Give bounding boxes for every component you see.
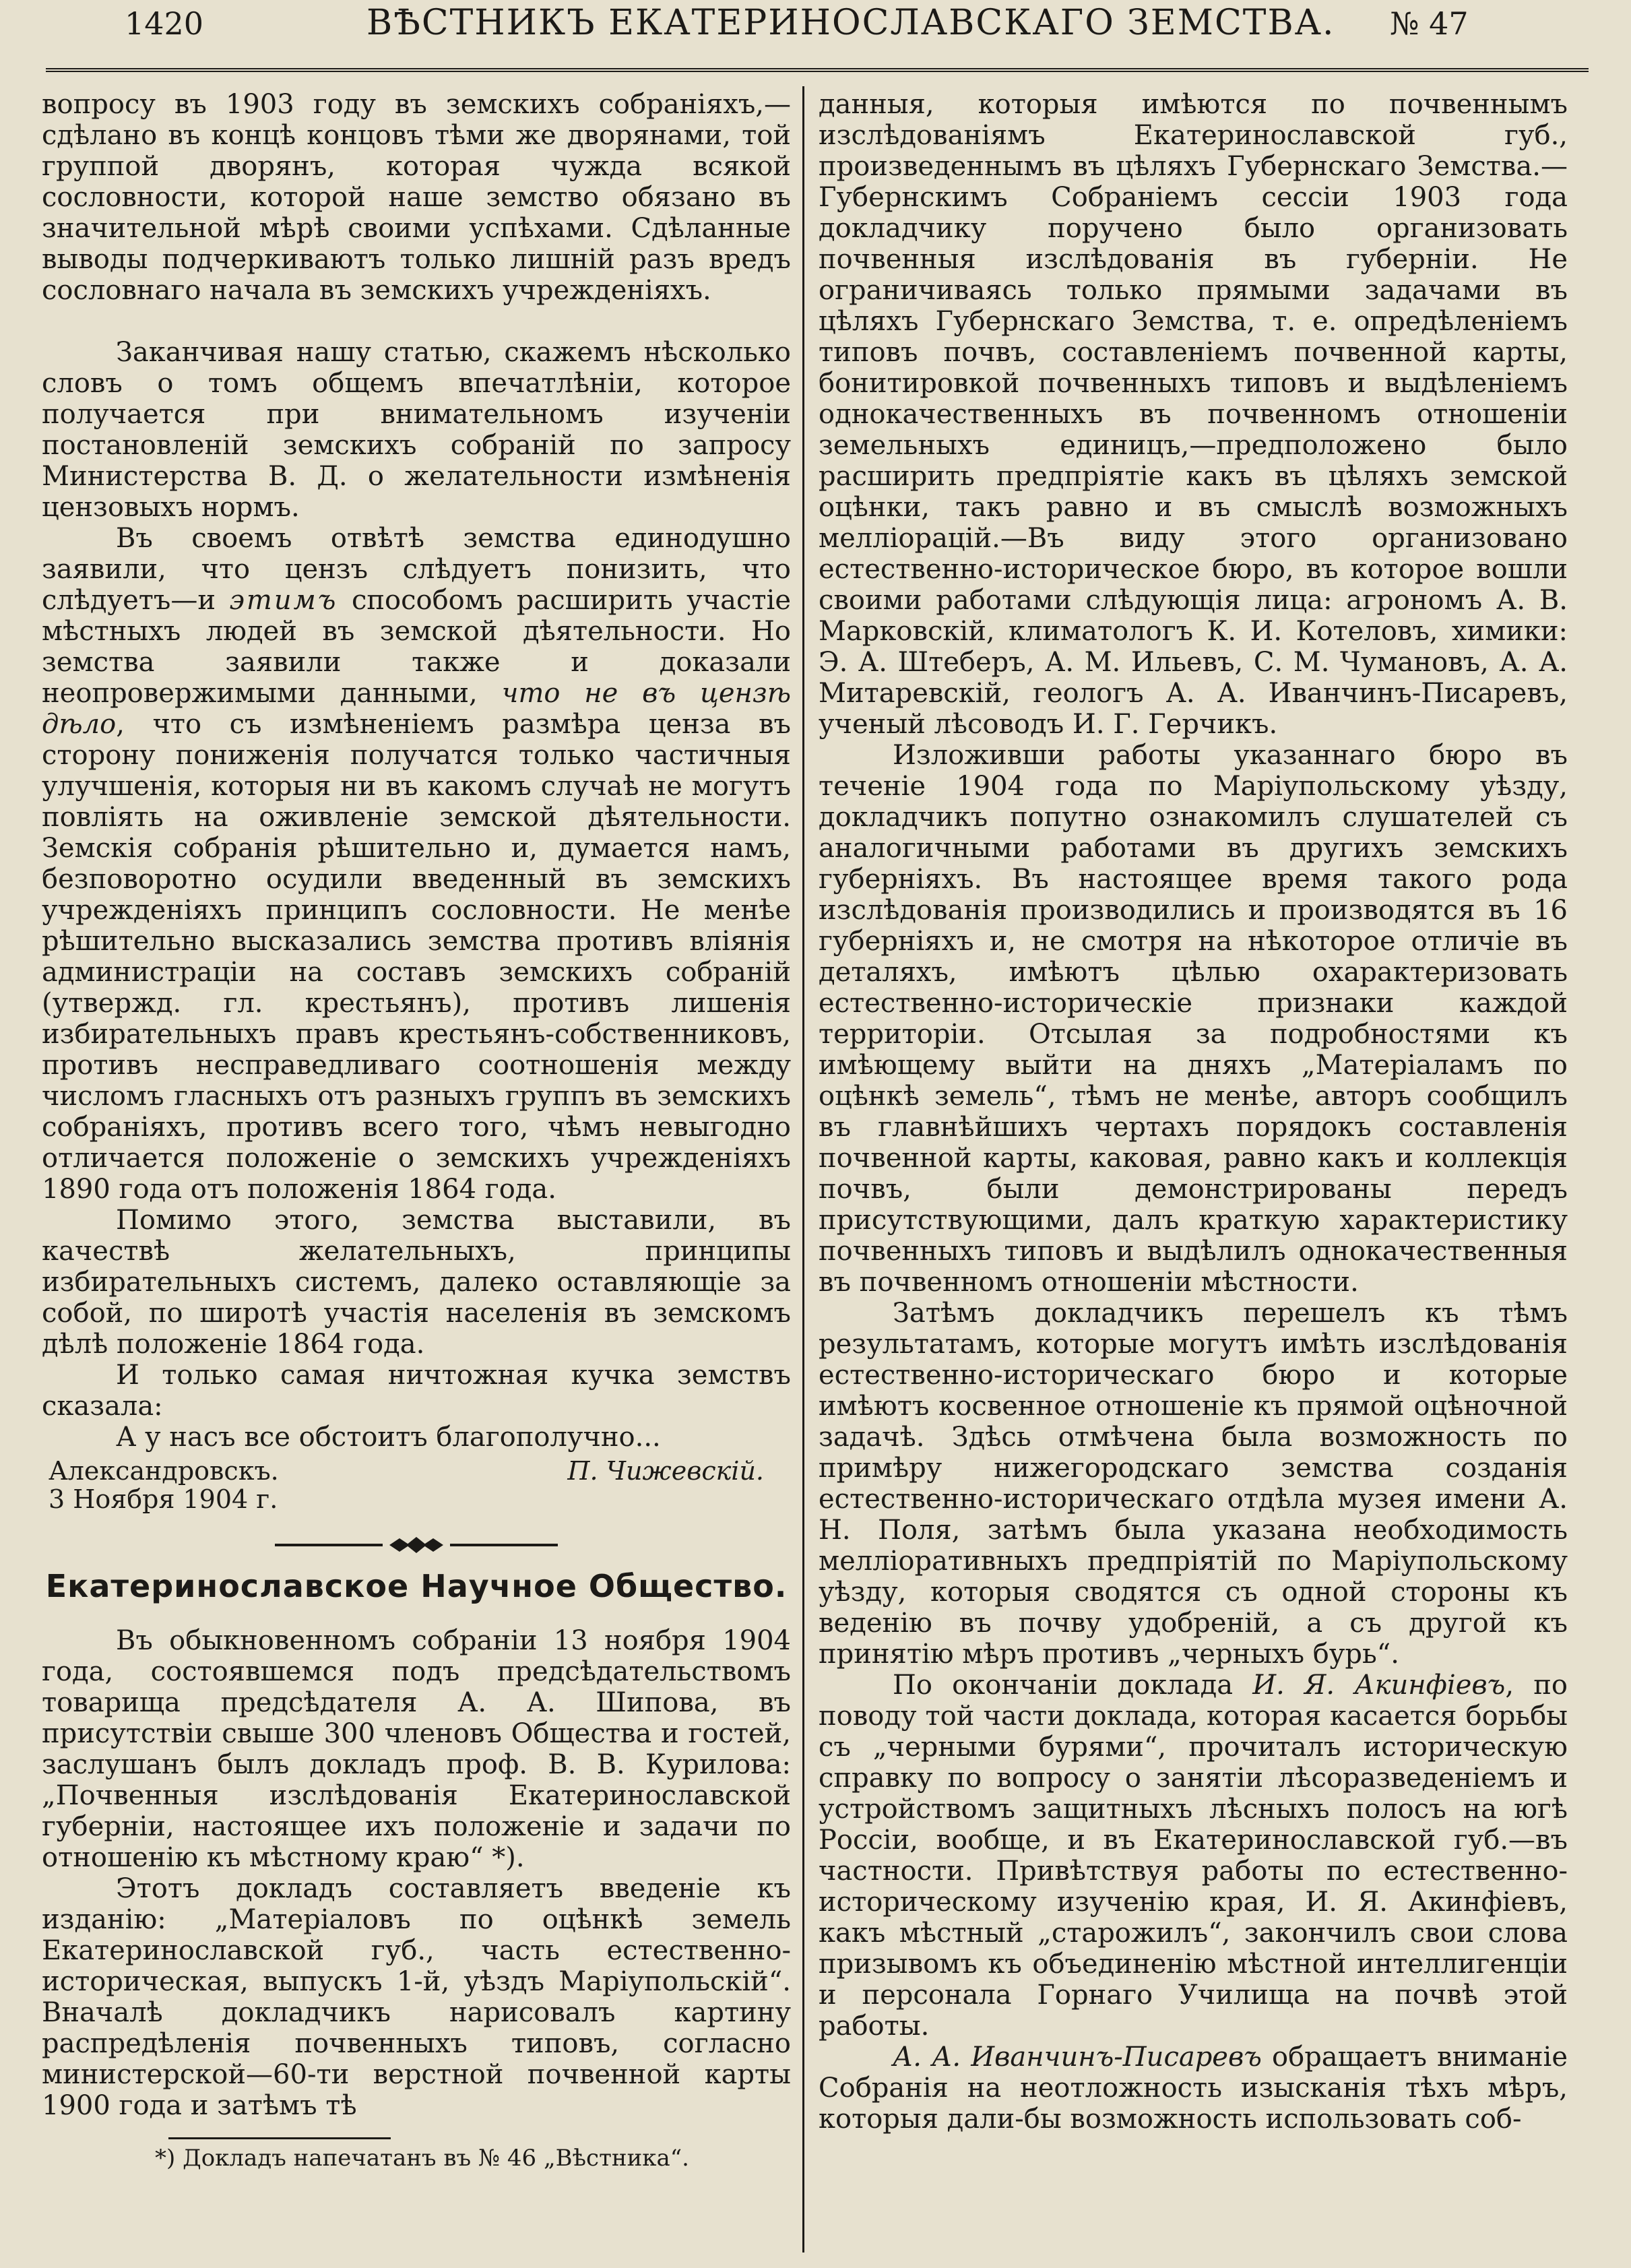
footnote-rule <box>168 2137 391 2139</box>
left-paragraph-7: Въ обыкновенномъ собраніи 13 ноября 1904 года, состоявшемся подъ предсѣдательствомъ товарища предсѣдателя А. А. Шипова, въ присутствіи свыше 300 членовъ Общества и гостей, заслушанъ былъ докладъ проф. В. В. Курилова: „Почвенныя изслѣдованія Екатеринославской губерніи, настоящее ихъ положеніе и задачи по отношенію къ мѣстному краю“ *). <box>42 1625 791 1873</box>
signature-author: П. Чижевскій. <box>567 1456 764 1486</box>
ornament-divider <box>42 1531 791 1551</box>
signature-line <box>42 1457 791 1485</box>
left-paragraph-6: А у насъ все обстоитъ благополучно... <box>116 1422 661 1453</box>
left-paragraph-1: вопросу въ 1903 году въ земскихъ собраніяхъ,— сдѣлано въ концѣ концовъ тѣми же дворянами, той группой дворянъ, которая чужда всякой сословности, которой наше земство обязано въ значительной мѣрѣ своими успѣхами. Сдѣланные выводы подчеркиваютъ только лишній разъ вредъ сословнаго начала въ земскихъ учрежденіяхъ. <box>42 89 791 306</box>
issue-number: № 47 <box>1390 5 1469 42</box>
right-column <box>819 89 1568 2135</box>
right-paragraph-3: Затѣмъ докладчикъ перешелъ къ тѣмъ результатамъ, которые могутъ имѣть изслѣдованія естественно-историческаго бюро и которые имѣютъ косвенное отношеніе къ прямой оцѣночной задачѣ. Здѣсь отмѣчена была возможность по примѣру нижегородскаго земства созданія естественно-историческаго отдѣла музея имени А. Н. Поля, затѣмъ была указана необходимость мелліоративныхъ предпріятій по Маріупольскому уѣзду, которыя сводятся съ одной стороны къ веденію въ почву удобреній, а съ другой къ принятію мѣръ противъ „черныхъ бурь“. <box>819 1298 1568 1670</box>
left-column <box>42 89 791 2172</box>
left-paragraph-3: Въ своемъ отвѣтѣ земства единодушно заявили, что цензъ слѣдуетъ понизить, что слѣдуетъ—и этимъ способомъ расширить участіе мѣстныхъ людей въ земской дѣятельности. Но земства заявили также и доказали неопровержимыми данными, что не въ цензѣ дѣло, что съ измѣненіемъ размѣра ценза въ сторону пониженія получатся только частичныя улучшенія, которыя ни въ какомъ случаѣ не могутъ повліять на оживленіе земской дѣятельности. Земскія собранія рѣшительно и, думается намъ, безповоротно осудили введенный въ земскихъ учрежденіяхъ принципъ сословности. Не менѣе рѣшительно высказались земства противъ вліянія администраціи на составъ земскихъ собраній (утвержд. гл. крестьянъ), противъ лишенія избирательныхъ правъ крестьянъ-собственниковъ, противъ несправедливаго соотношенія между числомъ гласныхъ отъ разныхъ группъ въ земскихъ собраніяхъ, противъ всего того, чѣмъ невыгодно отличается положеніе о земскихъ учрежденіяхъ 1890 года отъ положенія 1864 года. <box>42 523 791 1205</box>
footnote: *) Докладъ напечатанъ въ № 46 „Вѣстника“. <box>155 2145 689 2172</box>
right-paragraph-4: По окончаніи доклада И. Я. Акинфіевъ, по поводу той части доклада, которая касается борьбы съ „черными бурями“, прочиталъ историческую справку по вопросу о занятіи лѣсоразведеніемъ и устройствомъ защитныхъ лѣсныхъ полосъ на югѣ Россіи, вообще, и въ Екатеринославской губ.—въ частности. Привѣтствуя работы по естественно-историческому изученію края, И. Я. Акинфіевъ, какъ мѣстный „старожилъ“, закончилъ свои слова призывомъ къ объединенію мѣстной интеллигенціи и персонала Горнаго Училища на почвѣ этой работы. <box>819 1670 1568 2042</box>
left-paragraph-2: Заканчивая нашу статью, скажемъ нѣсколько словъ о томъ общемъ впечатлѣніи, которое получается при внимательномъ изученіи постановленій земскихъ собраній по запросу Министерства В. Д. о желательности измѣненія цензовыхъ нормъ. <box>42 337 791 523</box>
left-paragraph-5: И только самая ничтожная кучка земствъ сказала: <box>42 1360 791 1422</box>
left-paragraph-8: Этотъ докладъ составляетъ введеніе къ изданію: „Матеріаловъ по оцѣнкѣ земель Екатеринославской губ., часть естественно-историческая, выпускъ 1-й, уѣздъ Маріупольскій“. Вначалѣ докладчикъ нарисовалъ картину распредѣленія почвенныхъ типовъ, согласно министерской—60-ти верстной почвенной карты 1900 года и затѣмъ тѣ <box>42 1873 791 2121</box>
signature-city: Александровскъ. <box>49 1456 279 1486</box>
section-title: Екатеринославское Научное Общество. <box>45 1568 788 1604</box>
column-divider <box>802 86 804 2253</box>
header-rule <box>46 68 1589 72</box>
journal-title: ВѢСТНИКЪ ЕКАТЕРИНОСЛАВСКАГО ЗЕМСТВА. <box>366 3 1335 43</box>
page-number: 1420 <box>125 5 204 42</box>
right-paragraph-2: Изложивши работы указаннаго бюро въ теченіе 1904 года по Маріупольскому уѣзду, докладчикъ попутно ознакомилъ слушателей съ аналогичными работами въ другихъ земскихъ губерніяхъ. Въ настоящее время такого рода изслѣдованія производились и производятся въ 16 губерніяхъ и, не смотря на нѣкоторое отличіе въ деталяхъ, имѣютъ цѣлью охарактеризовать естественно-историческіе признаки каждой территоріи. Отсылая за подробностями къ имѣющему выйти на дняхъ „Матеріаламъ по оцѣнкѣ земель“, тѣмъ не менѣе, авторъ сообщилъ въ главнѣйшихъ чертахъ порядокъ составленія почвенной карты, каковая, равно какъ и коллекція почвъ, были демонстрированы передъ присутствующими, далъ краткую характеристику почвенныхъ типовъ и выдѣлилъ однокачественныя въ почвенномъ отношеніи мѣстности. <box>819 740 1568 1298</box>
signature-date: 3 Ноября 1904 г. <box>49 1484 278 1514</box>
left-paragraph-4: Помимо этого, земства выставили, въ качествѣ желательныхъ, принципы избирательныхъ системъ, далеко оставляющіе за собой, по широтѣ участія населенія въ земскомъ дѣлѣ положеніе 1864 года. <box>42 1205 791 1360</box>
right-paragraph-1: данныя, которыя имѣются по почвеннымъ изслѣдованіямъ Екатеринославской губ., произведеннымъ въ цѣляхъ Губернскаго Земства.—Губернскимъ Собраніемъ сессіи 1903 года докладчику поручено было организовать почвенныя изслѣдованія въ губерніи. Не ограничиваясь только прямыми задачами въ цѣляхъ Губернскаго Земства, т. е. опредѣленіемъ типовъ почвъ, составленіемъ почвенной карты, бонитировкой почвенныхъ типовъ и выдѣленіемъ однокачественныхъ въ почвенномъ отношеніи земельныхъ единицъ,—предположено было расширить предпріятіе какъ въ цѣляхъ земской оцѣнки, такъ равно и въ смыслѣ возможныхъ мелліорацій.—Въ виду этого организовано естественно-историческое бюро, въ которое вошли своими работами слѣдующія лица: агрономъ А. В. Марковскій, климатологъ К. И. Котеловъ, химики: Э. А. Штеберъ, А. М. Ильевъ, С. М. Чумановъ, А. А. Митаревскій, геологъ А. А. Иванчинъ-Писаревъ, ученый лѣсоводъ И. Г. Герчикъ. <box>819 89 1568 740</box>
right-paragraph-5: А. А. Иванчинъ-Писаревъ обращаетъ вниманіе Собранія на неотложность изысканія тѣхъ мѣръ, которыя дали-бы возможность использовать соб- <box>819 2042 1568 2135</box>
page-header <box>40 0 1590 64</box>
